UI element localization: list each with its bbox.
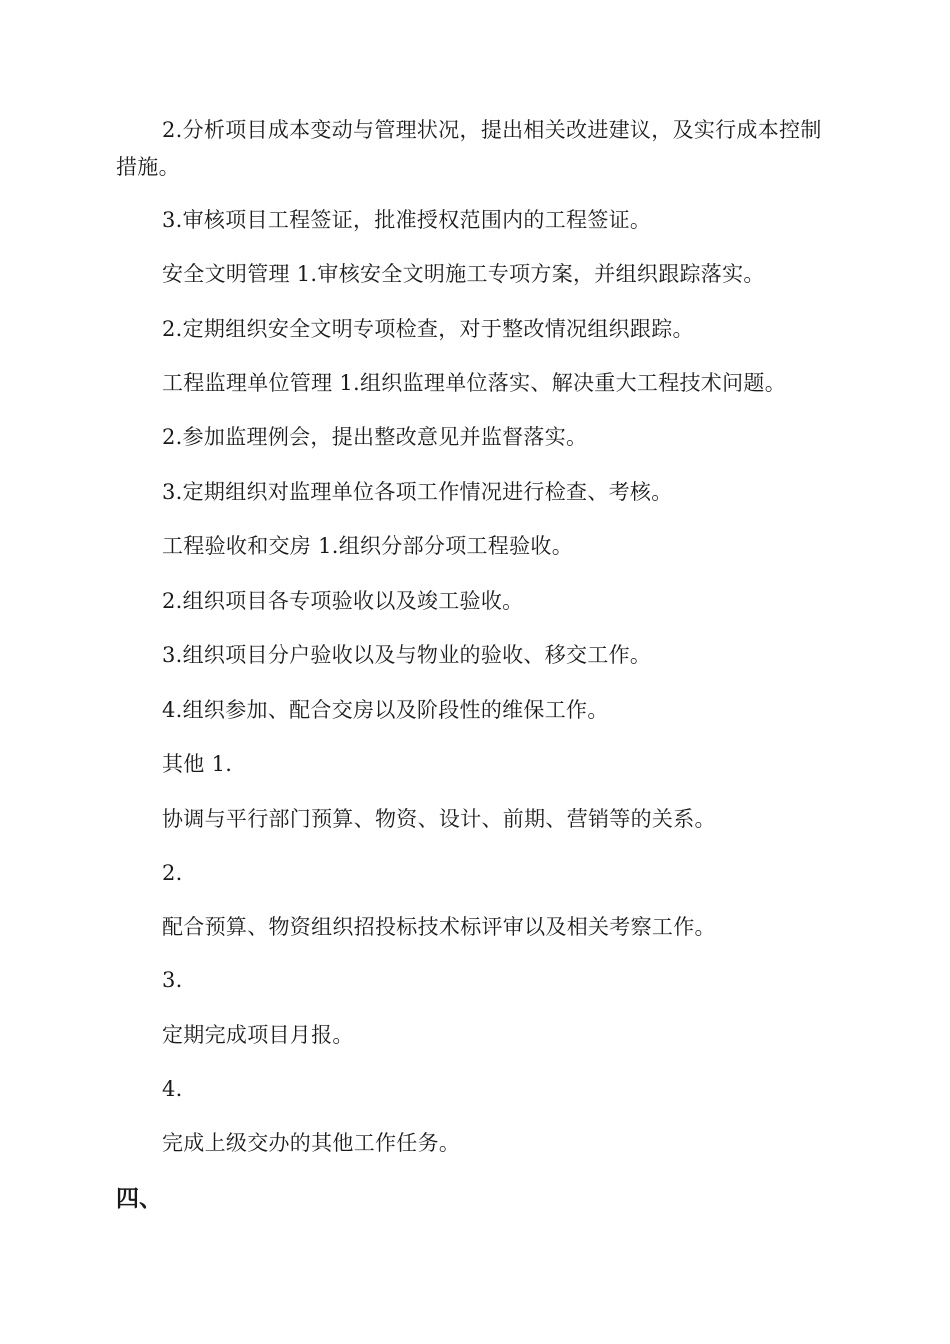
paragraph-safety-plan: 安全文明管理 1.审核安全文明施工专项方案，并组织跟踪落实。 (162, 262, 765, 286)
paragraph-supervision-assessment: 3.定期组织对监理单位各项工作情况进行检查、考核。 (162, 480, 673, 504)
paragraph-handover-maintenance: 4.组织参加、配合交房以及阶段性的维保工作。 (162, 698, 609, 722)
paragraph-monthly-report: 定期完成项目月报。 (162, 1023, 354, 1047)
paragraph-visa-review: 3.审核项目工程签证，批准授权范围内的工程签证。 (162, 208, 652, 232)
paragraph-other-4: 4. (162, 1077, 183, 1101)
paragraph-coordination: 协调与平行部门预算、物资、设计、前期、营销等的关系。 (162, 807, 716, 831)
paragraph-supervision-issues: 工程监理单位管理 1.组织监理单位落实、解决重大工程技术问题。 (162, 371, 787, 395)
paragraph-acceptance-subitem: 工程验收和交房 1.组织分部分项工程验收。 (162, 534, 574, 558)
paragraph-other-3: 3. (162, 968, 183, 992)
paragraph-cost-analysis: 2.分析项目成本变动与管理状况，提出相关改进建议，及实行成本控制措施。 (116, 118, 822, 179)
paragraph-bid-review: 配合预算、物资组织招投标技术标评审以及相关考察工作。 (162, 915, 716, 939)
paragraph-other-2: 2. (162, 861, 183, 885)
section-heading: 四、 (116, 1185, 162, 1212)
paragraph-acceptance-household: 3.组织项目分户验收以及与物业的验收、移交工作。 (162, 643, 652, 667)
paragraph-supervision-meeting: 2.参加监理例会，提出整改意见并监督落实。 (162, 425, 588, 449)
paragraph-safety-inspection: 2.定期组织安全文明专项检查，对于整改情况组织跟踪。 (162, 317, 694, 341)
paragraph-other-1: 其他 1. (162, 752, 233, 776)
paragraph-acceptance-special: 2.组织项目各专项验收以及竣工验收。 (162, 589, 524, 613)
paragraph-other-tasks: 完成上级交办的其他工作任务。 (162, 1131, 461, 1155)
